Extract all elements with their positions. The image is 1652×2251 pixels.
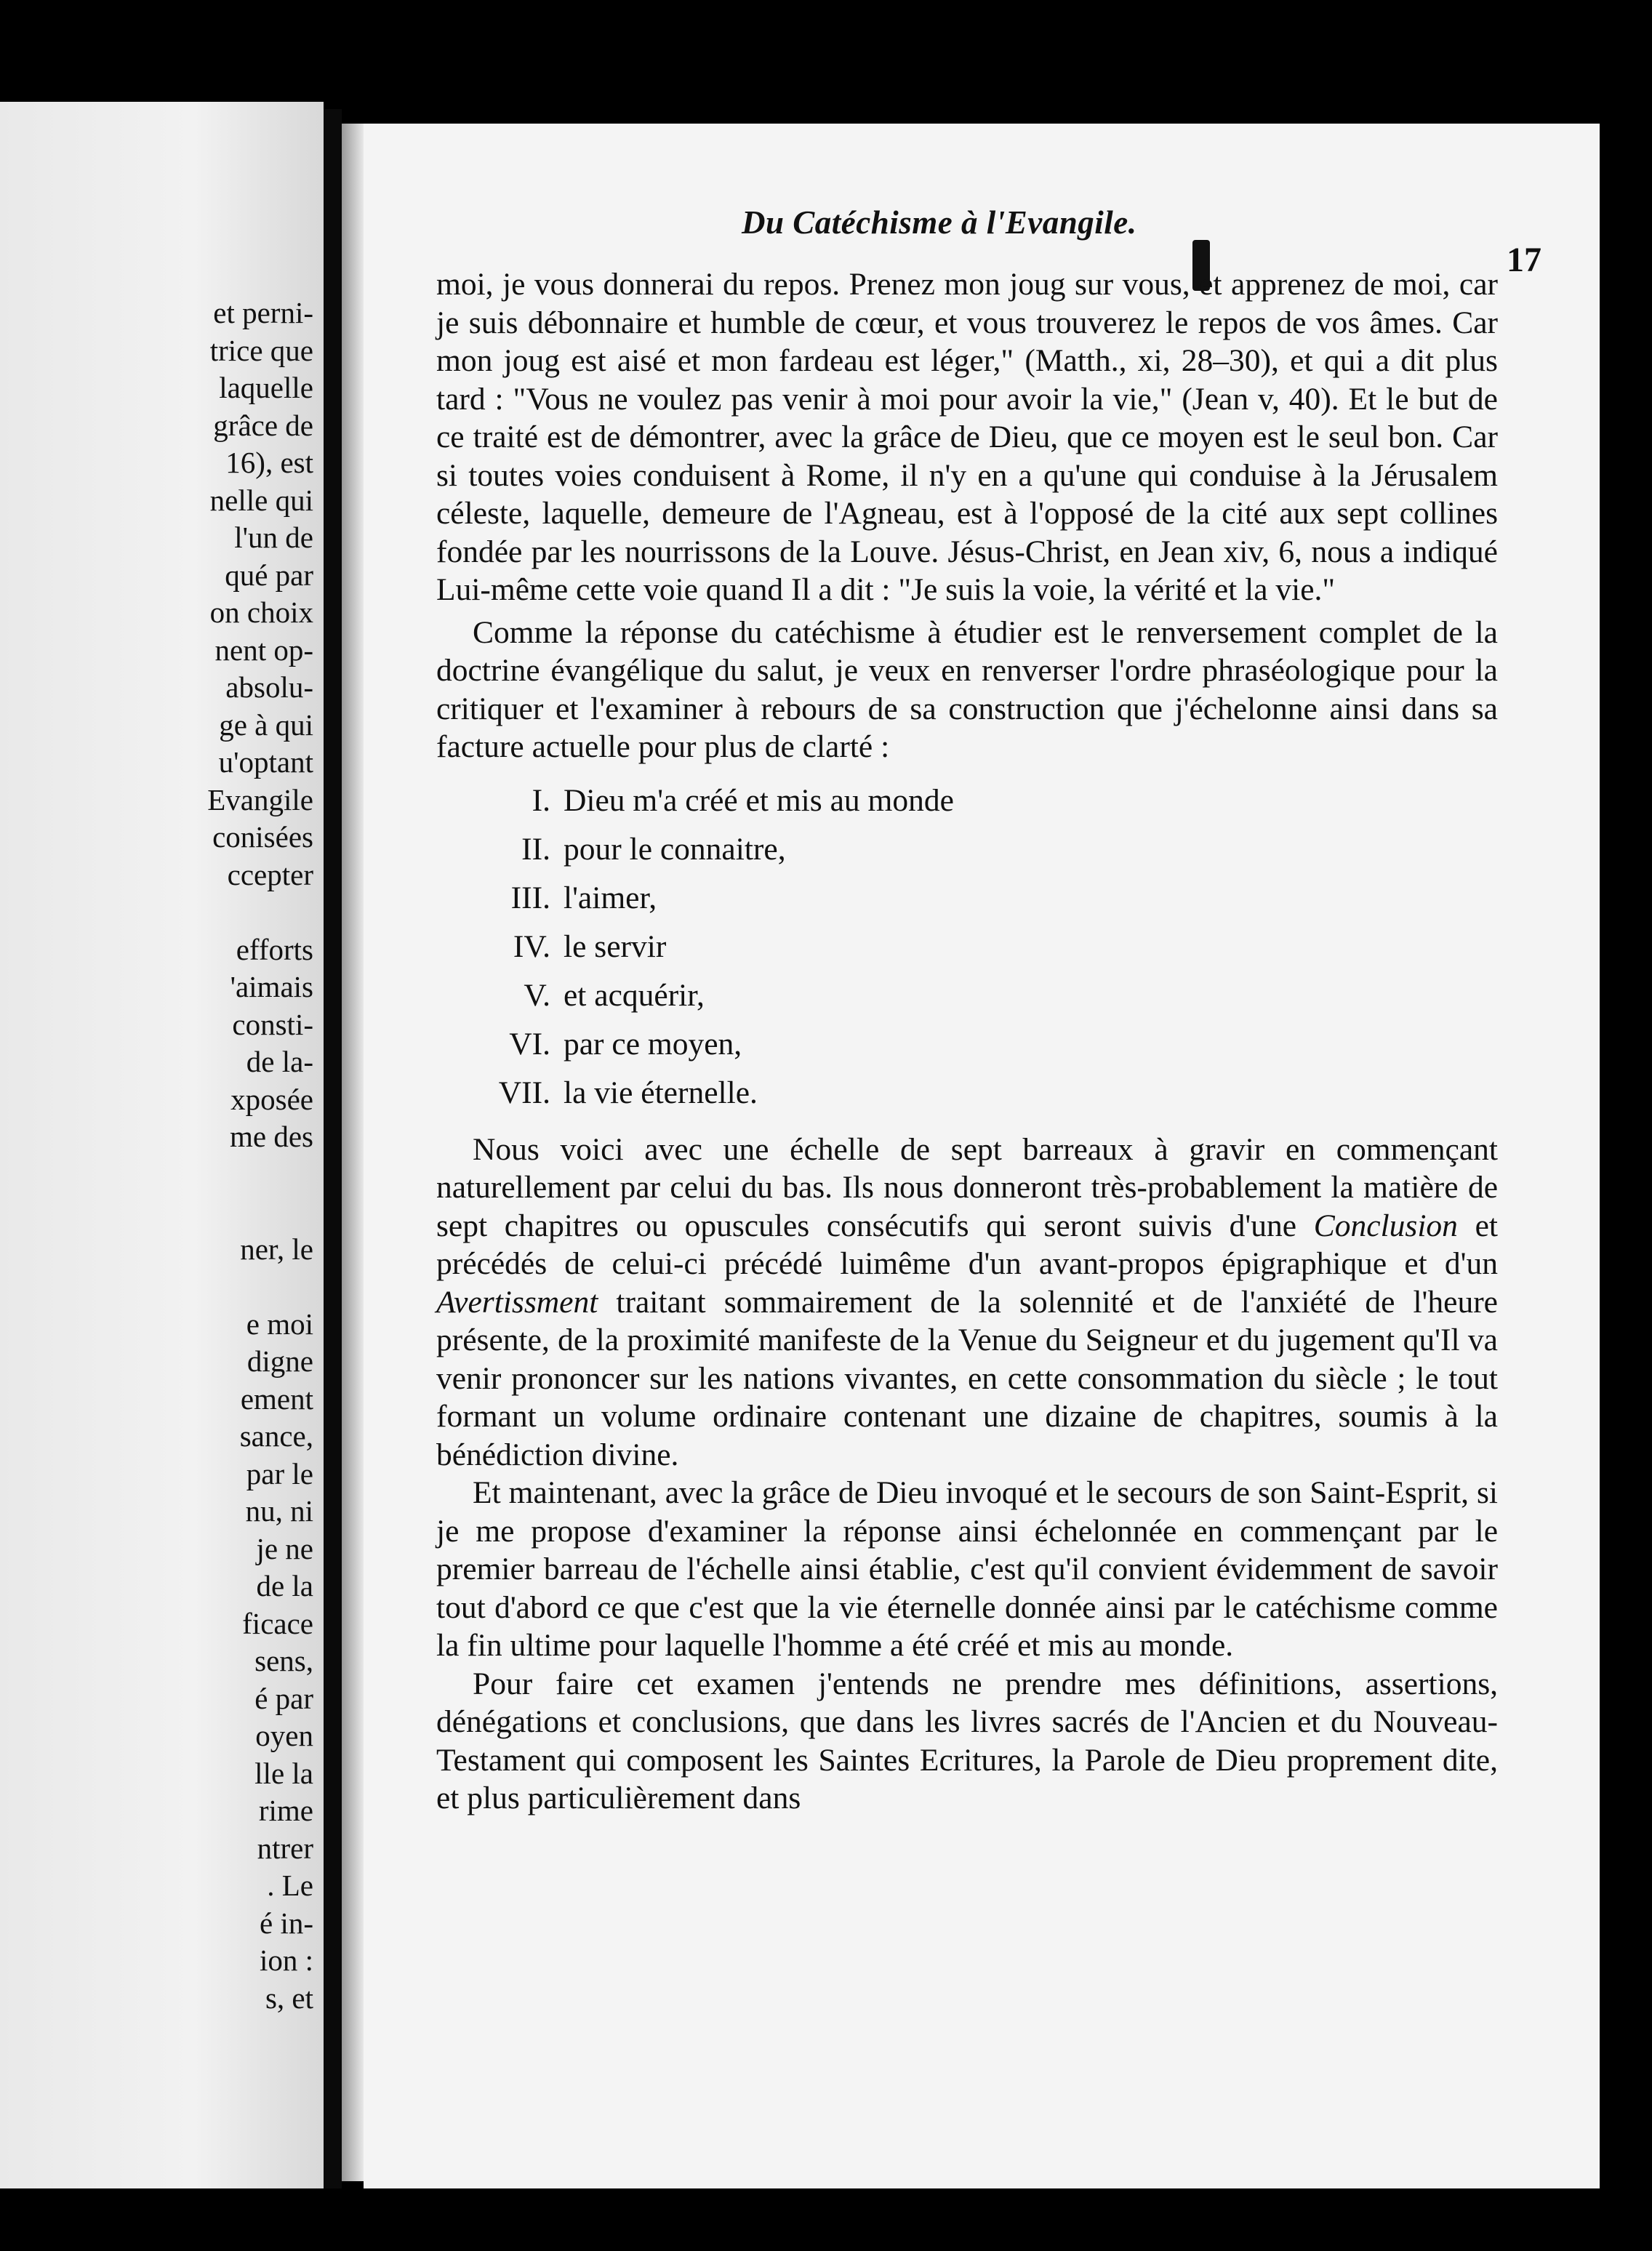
left-page-line: s, et xyxy=(265,1981,313,2015)
left-page-line: de la xyxy=(256,1569,313,1602)
left-page-line: 16), est xyxy=(225,446,313,479)
left-page-line: l'un de xyxy=(234,521,313,554)
left-page-line: consti- xyxy=(232,1007,313,1041)
left-page xyxy=(0,102,324,2188)
paragraph-2: Comme la réponse du catéchisme à étudier est le renversement complet de la doctrine évangélique du salut, je veux en renverser l'ordre phraséologique pour la critiquer et l'examiner à rebours de sa construction que j'échelonne ainsi dans sa facture actuelle pour plus de clarté : xyxy=(436,614,1498,764)
left-page-line: lle la xyxy=(254,1756,313,1790)
numbered-list xyxy=(436,777,1498,1118)
list-item xyxy=(436,825,1498,874)
left-page-line xyxy=(23,1193,313,1231)
list-text: Dieu m'a créé et mis au monde xyxy=(564,782,954,818)
list-item xyxy=(436,923,1498,971)
page-number: 17 xyxy=(1507,241,1541,279)
list-text: et acquérir, xyxy=(564,977,705,1013)
list-number: I. xyxy=(532,782,550,818)
left-page-line: xposée xyxy=(230,1082,313,1116)
paragraph-3 xyxy=(436,1131,1498,1474)
left-page-line: ner, le xyxy=(240,1232,313,1266)
left-page-line: ntrer xyxy=(257,1831,313,1865)
left-page-line: absolu- xyxy=(225,670,313,704)
left-page-line: de la- xyxy=(246,1045,313,1078)
left-page-line: nent op- xyxy=(214,633,313,667)
left-page-line: nu, ni xyxy=(245,1494,313,1528)
left-page-line: Evangile xyxy=(207,782,313,816)
paragraph-3-part-2: et précédés de celui-ci précédé luimême d'un avant-propos épigraphique et d'un xyxy=(436,1208,1498,1281)
left-page-line xyxy=(23,1268,313,1306)
list-number: IV. xyxy=(513,928,550,964)
list-text: l'aimer, xyxy=(564,880,657,915)
left-page-line: conisées xyxy=(212,820,313,854)
left-page-line: ge à qui xyxy=(219,707,313,742)
left-page-line: je ne xyxy=(256,1531,313,1565)
book-binding xyxy=(324,109,342,2188)
left-page-line: me des xyxy=(230,1120,313,1153)
gutter-shadow xyxy=(342,124,364,2181)
left-page-line: qué par xyxy=(225,558,313,592)
list-number: V. xyxy=(524,977,550,1013)
left-page-line: laquelle xyxy=(219,371,313,404)
left-page-line xyxy=(23,894,313,931)
left-page-line: rime xyxy=(258,1794,313,1827)
left-page-line: digne xyxy=(246,1344,313,1378)
left-page-line: . Le xyxy=(267,1869,313,1902)
paragraph-3-part-3: traitant sommairement de la solennité et de l'anxiété de l'heure présente, de la proximité manifeste de la Venue du Seigneur et du jugement qu'Il va venir prononcer sur les nations vivantes, en cette consommation du siècle ; le tout formant un volume ordinaire contenant une dizaine de chapitres, soumis à la bénédiction divine. xyxy=(436,1284,1498,1472)
left-page-line: ion : xyxy=(259,1943,313,1977)
left-page-line: par le xyxy=(246,1456,313,1490)
list-item xyxy=(436,874,1498,923)
list-item xyxy=(436,971,1498,1020)
list-number: III. xyxy=(510,880,550,915)
right-page xyxy=(364,124,1600,2188)
left-page-text xyxy=(23,294,313,2017)
list-item xyxy=(436,1020,1498,1069)
list-number: VI. xyxy=(509,1026,550,1062)
avertissment-term: Avertissment xyxy=(436,1284,598,1320)
left-page-line: ement xyxy=(240,1381,313,1416)
left-page-line: nelle qui xyxy=(209,483,313,517)
left-page-line: ccepter xyxy=(227,857,313,891)
left-page-line: oyen xyxy=(255,1719,313,1752)
left-page-line: u'optant xyxy=(218,745,313,779)
paragraph-1: moi, je vous donnerai du repos. Prenez mon joug sur vous, et apprenez de moi, car je suis débonnaire et humble de cœur, et vous trouverez le repos de vos âmes. Car mon joug est aisé et mon fardeau est léger," (Matth., xi, 28–30), et qui a dit plus tard : "Vous ne voulez pas venir à moi pour avoir la vie," (Jean v, 40). Et le but de ce traité est de démontrer, avec la grâce de Dieu, que ce moyen est le seul bon. Car si toutes voies conduisent à Rome, il n'y en a qu'une qui conduise à la Jérusalem céleste, laquelle, demeure de l'Agneau, est à l'opposé de la cité aux sept collines fondée par les nourrissons de la Louve. Jésus-Christ, en Jean xiv, 6, nous a indiqué Lui-même cette voie quand Il a dit : "Je suis la voie, la vérité et la vie." xyxy=(436,267,1498,607)
list-text: par ce moyen, xyxy=(564,1026,742,1062)
conclusion-term: Conclusion xyxy=(1313,1208,1458,1243)
running-head: Du Catéchisme à l'Evangile. xyxy=(742,204,1137,241)
left-page-line: grâce de xyxy=(213,408,313,442)
paragraph-5: Pour faire cet examen j'entends ne prendre mes définitions, assertions, dénégations et conclusions, que dans les livres sacrés de l'Ancien et du Nouveau-Testament qui composent les Saintes Ecritures, la Parole de Dieu proprement dite, et plus particulièrement dans xyxy=(436,1666,1498,1815)
left-page-line: e moi xyxy=(246,1307,313,1341)
list-item xyxy=(436,1069,1498,1118)
left-page-line: é in- xyxy=(260,1906,313,1940)
list-text: le servir xyxy=(564,928,667,964)
left-page-line xyxy=(23,1156,313,1194)
left-page-line: 'aimais xyxy=(230,970,313,1003)
list-number: VII. xyxy=(498,1075,550,1110)
left-page-line: ficace xyxy=(242,1606,313,1640)
left-page-line: sens, xyxy=(254,1644,313,1677)
list-text: la vie éternelle. xyxy=(564,1075,758,1110)
paragraph-4: Et maintenant, avec la grâce de Dieu invoqué et le secours de son Saint-Esprit, si je me propose d'examiner la réponse ainsi échelonnée en commençant par le premier barreau de l'échelle ainsi établie, c'est qu'il convient évidemment de savoir tout d'abord ce que c'est que la vie éternelle donnée ainsi par le catéchisme comme la fin ultime pour laquelle l'homme a été créé et mis au monde. xyxy=(436,1475,1498,1663)
list-number: II. xyxy=(521,831,550,867)
list-text: pour le connaitre, xyxy=(564,831,786,867)
left-page-line: efforts xyxy=(236,932,313,966)
left-page-line: trice que xyxy=(209,333,313,367)
paragraph-3-part-1: Nous voici avec une échelle de sept barreaux à gravir en commençant naturellement par celui du bas. Ils nous donneront très-probablement la matière de sept chapitres ou opuscules consécutifs qui seront suivis d'une xyxy=(436,1131,1498,1243)
left-page-line: et perni- xyxy=(213,296,313,329)
body-text xyxy=(436,265,1498,1818)
left-page-line: é par xyxy=(254,1681,313,1715)
list-item xyxy=(436,777,1498,825)
left-page-line: on choix xyxy=(209,595,313,629)
left-page-line: sance, xyxy=(239,1419,313,1453)
